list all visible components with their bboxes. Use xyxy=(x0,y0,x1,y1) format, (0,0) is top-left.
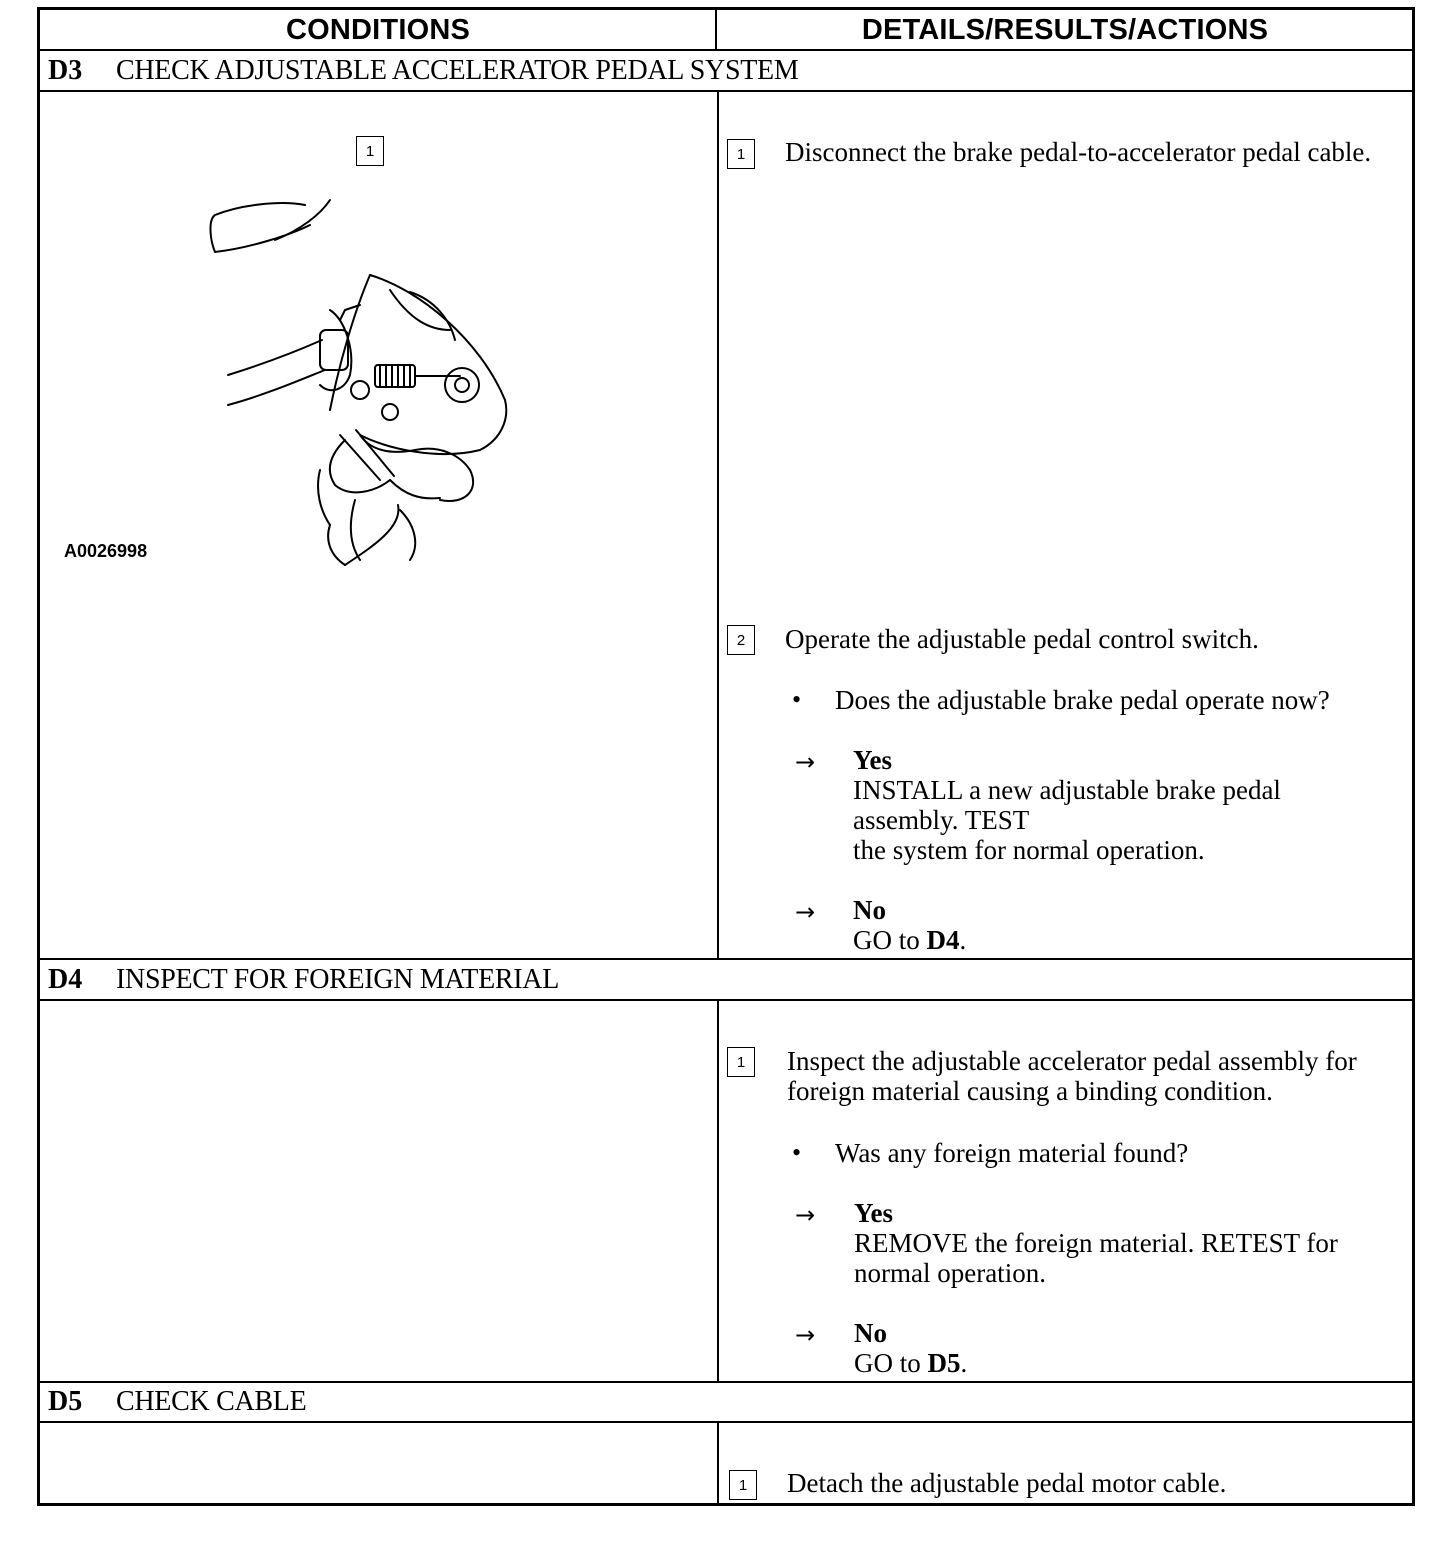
answer-no xyxy=(853,895,1393,955)
section-title: CHECK CABLE xyxy=(116,1386,307,1417)
arrow-right-icon: → xyxy=(795,1201,816,1229)
d3-header-divider xyxy=(40,90,1412,92)
column-divider-header xyxy=(715,10,717,51)
column-divider-d4 xyxy=(717,999,719,1382)
answer-yes xyxy=(854,1198,1399,1288)
section-code: D5 xyxy=(48,1386,83,1417)
d5-header-divider xyxy=(40,1421,1412,1423)
arrow-right-icon: → xyxy=(795,898,816,926)
step-number-box: 1 xyxy=(729,1470,757,1500)
section-header-d4 xyxy=(48,961,559,999)
diagnostic-table xyxy=(37,7,1415,1506)
answer-yes-label: Yes xyxy=(854,1198,893,1228)
step-instruction: Operate the adjustable pedal control switch. xyxy=(785,624,1259,654)
pedal-cable-illustration xyxy=(180,180,520,570)
column-header-conditions: CONDITIONS xyxy=(285,13,471,46)
answer-yes-action: assembly. TEST xyxy=(853,805,1030,835)
arrow-right-icon: → xyxy=(795,1321,816,1349)
figure-step-label: 1 xyxy=(356,136,384,166)
column-divider-d5 xyxy=(717,1421,719,1506)
step-number-box: 1 xyxy=(727,1047,755,1077)
d4-header-top-divider xyxy=(40,958,1412,960)
step-question: Was any foreign material found? xyxy=(835,1138,1189,1168)
answer-yes xyxy=(853,745,1393,865)
answer-no-action: GO to xyxy=(853,925,927,955)
column-header-details: DETAILS/RESULTS/ACTIONS xyxy=(861,13,1269,46)
section-title: INSPECT FOR FOREIGN MATERIAL xyxy=(116,964,560,995)
section-header-d3 xyxy=(48,52,798,90)
step-number-box: 1 xyxy=(727,139,755,169)
answer-yes-action: the system for normal operation. xyxy=(853,835,1205,865)
answer-no-target: D5 xyxy=(927,1348,961,1378)
step-instruction: Detach the adjustable pedal motor cable. xyxy=(787,1468,1227,1498)
answer-yes-action: REMOVE the foreign material. RETEST for normal operation. xyxy=(854,1228,1338,1288)
section-title: CHECK ADJUSTABLE ACCELERATOR PEDAL SYSTEM xyxy=(116,55,799,86)
arrow-right-icon: → xyxy=(795,748,816,776)
column-divider-d3 xyxy=(717,90,719,959)
bullet-icon: • xyxy=(792,1138,802,1167)
step-instruction: Inspect the adjustable accelerator pedal assembly for foreign material causing a binding condition. xyxy=(787,1046,1357,1106)
d4-header-divider xyxy=(40,999,1412,1001)
answer-no-label: No xyxy=(854,1318,887,1348)
answer-no-action: GO to xyxy=(854,1348,928,1378)
answer-no-period: . xyxy=(960,1348,968,1378)
answer-no-target: D4 xyxy=(926,925,960,955)
answer-no-period: . xyxy=(959,925,967,955)
figure-id: A0026998 xyxy=(64,541,148,561)
step-number-box: 2 xyxy=(727,625,755,655)
bullet-icon: • xyxy=(792,685,802,714)
section-code: D4 xyxy=(48,964,83,995)
answer-no-label: No xyxy=(853,895,886,925)
step-question: Does the adjustable brake pedal operate now? xyxy=(835,685,1330,715)
section-code: D3 xyxy=(48,55,83,86)
answer-no xyxy=(854,1318,1394,1378)
answer-yes-label: Yes xyxy=(853,745,892,775)
header-divider xyxy=(40,49,1412,51)
answer-yes-action: INSTALL a new adjustable brake pedal xyxy=(853,775,1281,805)
step-instruction: Disconnect the brake pedal-to-accelerator pedal cable. xyxy=(785,137,1372,167)
section-header-d5 xyxy=(48,1383,306,1421)
